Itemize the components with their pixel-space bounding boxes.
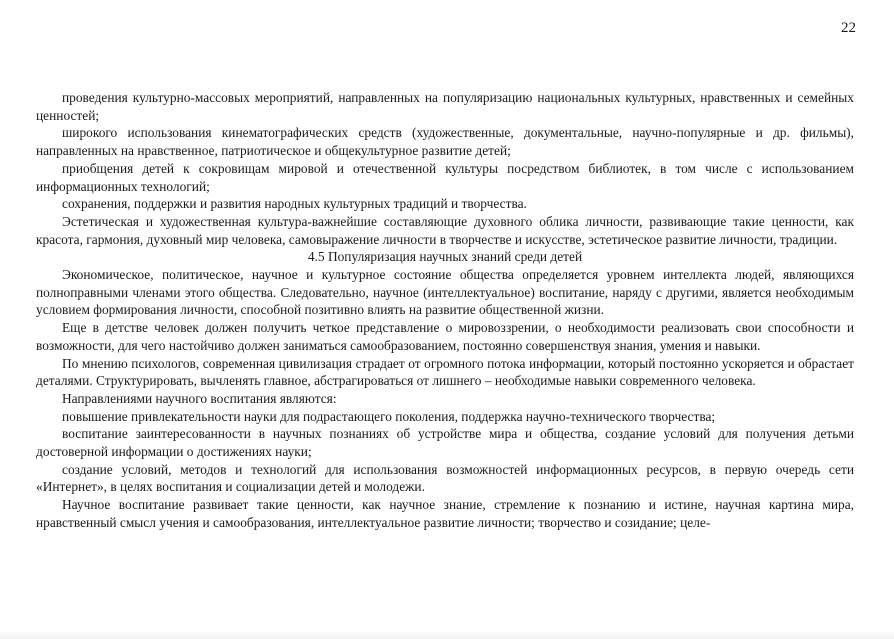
paragraph: Экономическое, политическое, научное и культурное состояние общества определяется уровнем интеллекта людей, являющихся полноправными членами этого общества. Следовательно, научное (интеллектуальное) воспитание, наряду с другими, является необходимым условием формирования личности, способной позитивно влиять на развитие общественной жизни. [36, 267, 854, 318]
paragraph: сохранения, поддержки и развития народных культурных традиций и творчества. [62, 196, 527, 212]
paragraph: широкого использования кинематографических средств (художественные, документальные, научно-популярные и др. фильмы), направленных на нравственное, патриотическое и общекультурное развитие детей; [36, 125, 854, 159]
paragraph: Научное воспитание развивает такие ценности, как научное знание, стремление к познанию и истине, научная картина мира, нравственный смысл учения и самообразования, интеллектуальное развитие личности; творчество и созидание; целе- [36, 497, 854, 530]
scan-edge [0, 631, 894, 639]
paragraph: По мнению психологов, современная цивилизация страдает от огромного потока информации, который постоянно ускоряется и обрастает деталями. Структурировать, вычленять главное, абстрагироваться от лишнего – необходимые навыки современного человека. [36, 355, 854, 389]
paragraph: воспитание заинтересованности в научных познаниях об устройстве мира и общества, создание условий для получения детьми достоверной информации о достижениях науки; [36, 426, 854, 460]
paragraph: приобщения детей к сокровищам мировой и отечественной культуры посредством библиотек, в том числе с использованием информационных технологий; [36, 160, 854, 194]
paragraph: проведения культурно-массовых мероприятий, направленных на популяризацию национальных культурных, нравственных и семейных ценностей; [36, 90, 854, 123]
paragraph: Эстетическая и художественная культура-важнейшие составляющие духовного облика личности, развивающие такие ценности, как красота, гармония, духовный мир человека, самовыражение личности в творчестве и искусстве, эстетическое развитие личности, традиции. [36, 213, 854, 247]
section-heading: 4.5 Популяризация научных знаний среди детей [307, 249, 583, 265]
page-number: 22 [841, 20, 856, 36]
paragraph: создание условий, методов и технологий для использования возможностей информационных ресурсов, в первую очередь сети «Интернет», в целях воспитания и социализации детей и молодежи. [36, 461, 854, 495]
page-body [36, 89, 854, 532]
paragraph: Еще в детстве человек должен получить четкое представление о мировоззрении, о необходимости реализовать свои способности и возможности, для чего настойчиво должен заниматься самообразованием, постоянно совершенствуя знания, умения и навыки. [36, 320, 854, 353]
paragraph: Направлениями научного воспитания являются: [62, 390, 337, 406]
paragraph: повышение привлекательности науки для подрастающего поколения, поддержка научно-технического творчества; [62, 408, 716, 424]
